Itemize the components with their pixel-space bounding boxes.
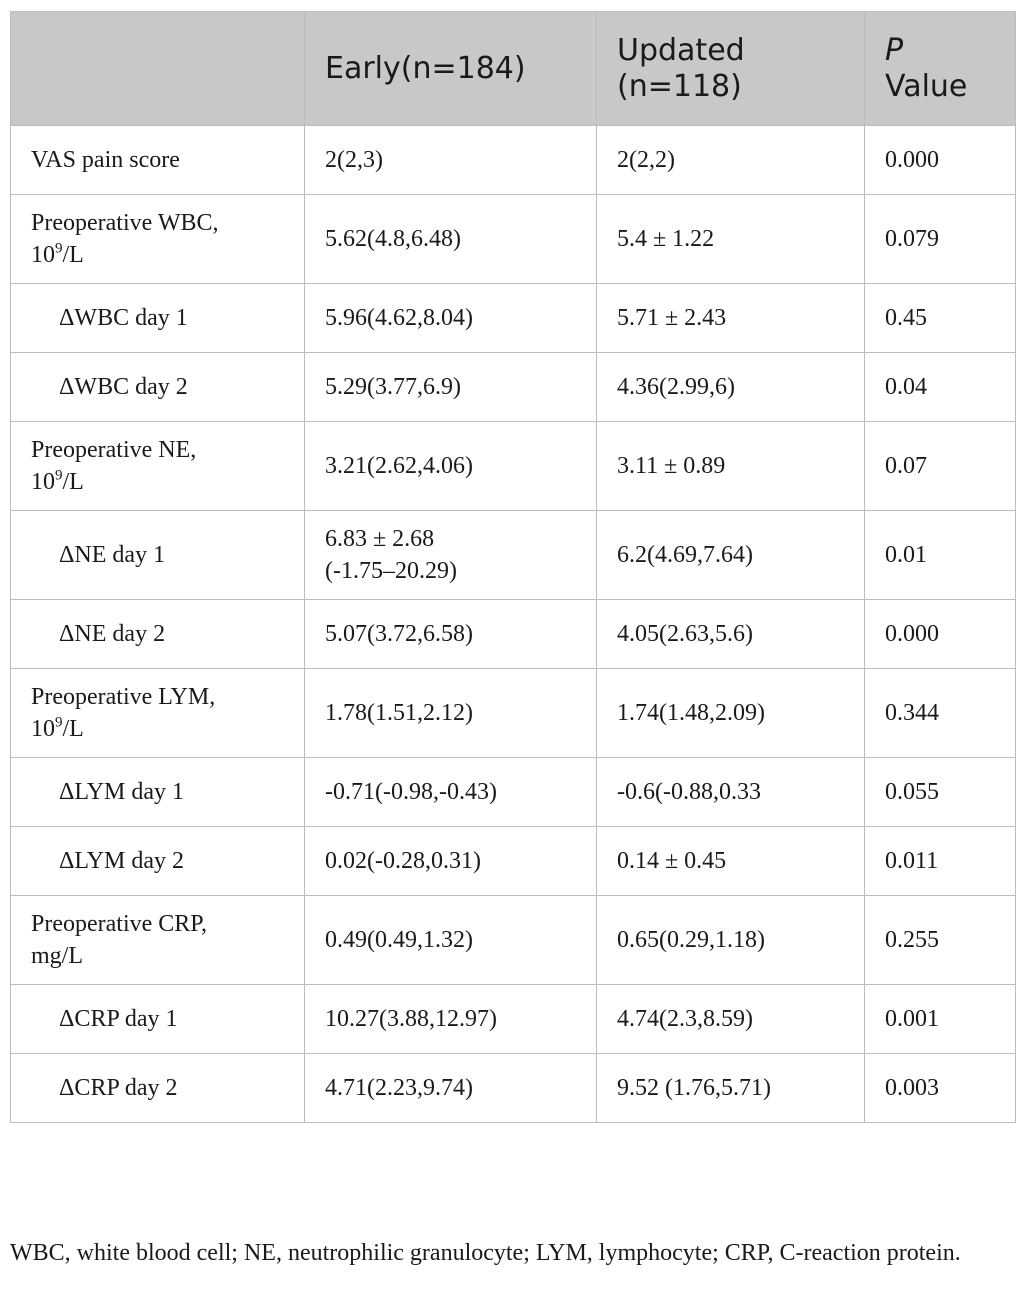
cell-updated: 1.74(1.48,2.09) [597, 669, 865, 758]
cell-early: 0.02(-0.28,0.31) [305, 827, 597, 896]
table-row [11, 126, 1016, 195]
row-label: ΔNE day 1 [11, 511, 305, 600]
results-table [10, 11, 1016, 1123]
cell-early: 5.29(3.77,6.9) [305, 353, 597, 422]
cell-early: 1.78(1.51,2.12) [305, 669, 597, 758]
cell-early-range: (-1.75–20.29) [325, 558, 457, 584]
header-p-value [865, 12, 1016, 126]
row-label: Preoperative CRP, [31, 911, 207, 937]
table-row [11, 896, 1016, 985]
header-early [305, 12, 597, 126]
table-row [11, 827, 1016, 896]
cell-early: 5.96(4.62,8.04) [305, 284, 597, 353]
row-label: ΔNE day 2 [11, 600, 305, 669]
table-row [11, 1054, 1016, 1123]
cell-updated: 0.14 ± 0.45 [597, 827, 865, 896]
unit-exponent: 9 [55, 467, 63, 484]
cell-updated: 9.52 (1.76,5.71) [597, 1054, 865, 1123]
cell-early: 3.21(2.62,4.06) [305, 422, 597, 511]
table-row [11, 195, 1016, 284]
row-label: VAS pain score [11, 126, 305, 195]
cell-early: 2(2,3) [305, 126, 597, 195]
row-label: Preoperative NE, [31, 437, 197, 463]
cell-updated: 3.11 ± 0.89 [597, 422, 865, 511]
cell-early-value: 6.83 ± 2.68 [325, 526, 435, 552]
row-label: Preoperative LYM, [31, 684, 216, 710]
cell-p: 0.001 [865, 985, 1016, 1054]
cell-updated: 2(2,2) [597, 126, 865, 195]
table-footnote: WBC, white blood cell; NE, neutrophilic granulocyte; LYM, lymphocyte; CRP, C-reaction protein. [10, 1240, 961, 1266]
unit-suffix: mg/L [31, 943, 83, 969]
cell-p: 0.000 [865, 600, 1016, 669]
header-early-text: Early(n=184) [325, 50, 526, 86]
cell-updated: 5.4 ± 1.22 [597, 195, 865, 284]
cell-p: 0.255 [865, 896, 1016, 985]
cell-early: 4.71(2.23,9.74) [305, 1054, 597, 1123]
row-label: Preoperative WBC, [31, 210, 219, 236]
cell-p: 0.011 [865, 827, 1016, 896]
cell-p: 0.344 [865, 669, 1016, 758]
header-row [11, 12, 1016, 126]
cell-updated: 5.71 ± 2.43 [597, 284, 865, 353]
cell-updated: 4.05(2.63,5.6) [597, 600, 865, 669]
row-label: ΔCRP day 2 [11, 1054, 305, 1123]
cell-early: 5.07(3.72,6.58) [305, 600, 597, 669]
row-label-cell [11, 896, 305, 985]
results-table-container [10, 11, 1015, 1123]
cell-updated: 6.2(4.69,7.64) [597, 511, 865, 600]
cell-updated: 4.74(2.3,8.59) [597, 985, 865, 1054]
table-row [11, 600, 1016, 669]
cell-early: -0.71(-0.98,-0.43) [305, 758, 597, 827]
cell-p: 0.07 [865, 422, 1016, 511]
table-row [11, 284, 1016, 353]
table-row [11, 353, 1016, 422]
table-row [11, 669, 1016, 758]
unit-exponent: 9 [55, 714, 63, 731]
unit-suffix: /L [62, 242, 84, 268]
row-label: ΔWBC day 2 [11, 353, 305, 422]
table-row [11, 422, 1016, 511]
table-header [11, 12, 1016, 126]
row-label-cell [11, 195, 305, 284]
header-updated-text: Updated (n=118) [617, 32, 745, 104]
unit-suffix: /L [62, 469, 84, 495]
row-label-cell [11, 669, 305, 758]
cell-updated: -0.6(-0.88,0.33 [597, 758, 865, 827]
row-label-cell [11, 422, 305, 511]
cell-early: 5.62(4.8,6.48) [305, 195, 597, 284]
cell-p: 0.45 [865, 284, 1016, 353]
header-value: Value [885, 68, 968, 104]
table-body [11, 126, 1016, 1123]
cell-p: 0.000 [865, 126, 1016, 195]
cell-p: 0.003 [865, 1054, 1016, 1123]
cell-updated: 0.65(0.29,1.18) [597, 896, 865, 985]
cell-p: 0.055 [865, 758, 1016, 827]
row-label: ΔLYM day 2 [11, 827, 305, 896]
unit-exponent: 9 [55, 240, 63, 257]
unit-base: 10 [31, 716, 55, 742]
cell-updated: 4.36(2.99,6) [597, 353, 865, 422]
cell-early: 0.49(0.49,1.32) [305, 896, 597, 985]
unit-base: 10 [31, 469, 55, 495]
table-row [11, 758, 1016, 827]
row-label: ΔCRP day 1 [11, 985, 305, 1054]
unit-suffix: /L [62, 716, 84, 742]
unit-base: 10 [31, 242, 55, 268]
table-row [11, 985, 1016, 1054]
cell-p: 0.01 [865, 511, 1016, 600]
cell-p: 0.079 [865, 195, 1016, 284]
header-blank [11, 12, 305, 126]
cell-early [305, 511, 597, 600]
cell-p: 0.04 [865, 353, 1016, 422]
table-row [11, 511, 1016, 600]
header-p: P [885, 32, 904, 68]
row-label: ΔLYM day 1 [11, 758, 305, 827]
cell-early: 10.27(3.88,12.97) [305, 985, 597, 1054]
header-updated [597, 12, 865, 126]
row-label: ΔWBC day 1 [11, 284, 305, 353]
